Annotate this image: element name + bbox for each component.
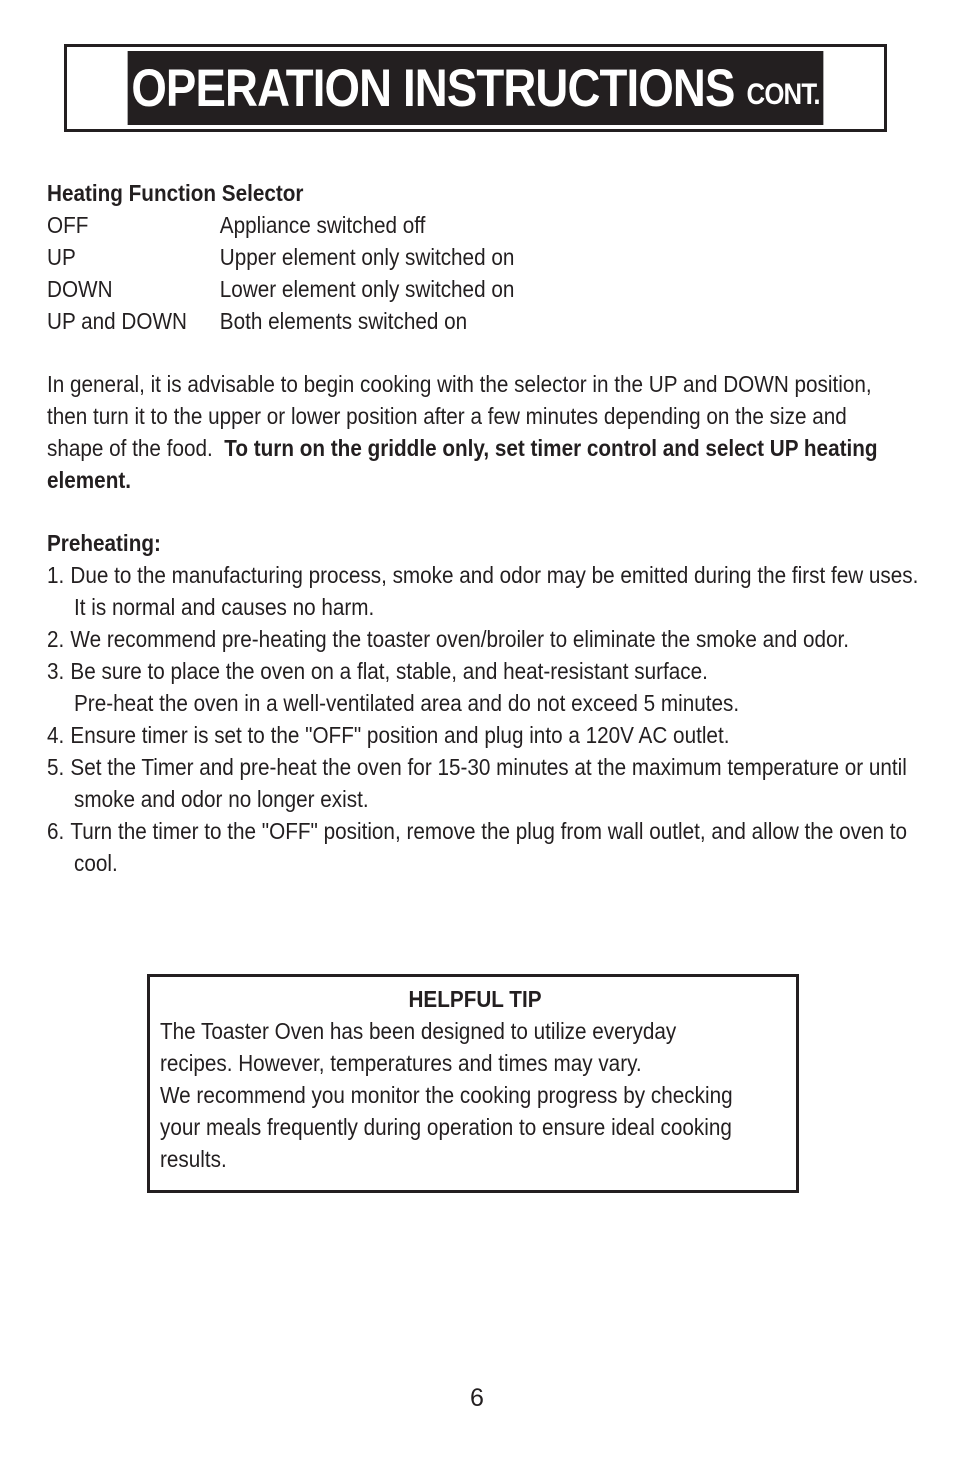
page-title: OPERATION INSTRUCTIONS [131,58,735,118]
list-item [47,751,934,815]
heating-selector-heading: Heating Function Selector [47,180,304,206]
general-bold-text: To turn on the griddle only, set timer control and select UP heating element. [47,435,878,493]
list-text: Set the Timer and pre-heat the oven for 15-30 minutes at the maximum temperature or until smoke and odor no longer exist. [70,754,907,812]
list-text: Turn the timer to the "OFF" position, remove the plug from wall outlet, and allow the oven to cool. [70,818,907,876]
tip-line: We recommend you monitor the cooking progress by checking [160,1082,733,1108]
list-text: Be sure to place the oven on a flat, stable, and heat-resistant surface. [70,658,708,684]
heating-selector-section [47,177,821,337]
list-number: 3. [47,658,65,684]
selector-value: Appliance switched off [219,212,426,238]
general-text: In general, it is advisable to begin cooking with the selector in the UP and DOWN position, then turn it to the upper or lower position after a few minutes depending on the size and shape of the food. [47,371,872,461]
tip-line: your meals frequently during operation to ensure ideal cooking [160,1114,732,1140]
selector-key: OFF [47,212,89,238]
title-banner [64,44,887,132]
selector-key: UP [47,244,76,270]
list-number: 5. [47,754,65,780]
tip-line: results. [160,1146,227,1172]
list-text: Due to the manufacturing process, smoke and odor may be emitted during the first few uses. It is normal and causes no harm. [70,562,919,620]
selector-row [47,241,821,273]
helpful-tip-content [160,983,790,1175]
selector-value: Lower element only switched on [219,276,515,302]
list-item [47,719,934,751]
selector-key: UP and DOWN [47,308,187,334]
title-bar [128,51,824,125]
list-number: 1. [47,562,65,588]
list-text: Ensure timer is set to the "OFF" position and plug into a 120V AC outlet. [70,722,730,748]
selector-row [47,209,821,241]
list-number: 2. [47,626,65,652]
general-paragraph [47,368,907,496]
preheating-section [47,527,919,879]
selector-value: Upper element only switched on [219,244,515,270]
helpful-tip-title: HELPFUL TIP [408,986,542,1012]
list-item [47,655,934,719]
list-item [47,623,934,655]
list-text-continued: Pre-heat the oven in a well-ventilated area and do not exceed 5 minutes. [74,690,740,716]
page-title-suffix: CONT. [746,78,820,111]
list-item [47,559,934,623]
list-number: 4. [47,722,65,748]
preheating-heading: Preheating: [47,530,161,556]
tip-line: recipes. However, temperatures and times may vary. [160,1050,642,1076]
page-number: 6 [470,1384,484,1412]
list-number: 6. [47,818,65,844]
selector-value: Both elements switched on [219,308,468,334]
selector-row [47,273,821,305]
list-text: We recommend pre-heating the toaster oven/broiler to eliminate the smoke and odor. [70,626,849,652]
list-item [47,815,934,879]
selector-key: DOWN [47,276,113,302]
helpful-tip-box [147,974,799,1193]
general-section [47,368,878,496]
selector-row [47,305,821,337]
tip-line: The Toaster Oven has been designed to utilize everyday [160,1018,677,1044]
